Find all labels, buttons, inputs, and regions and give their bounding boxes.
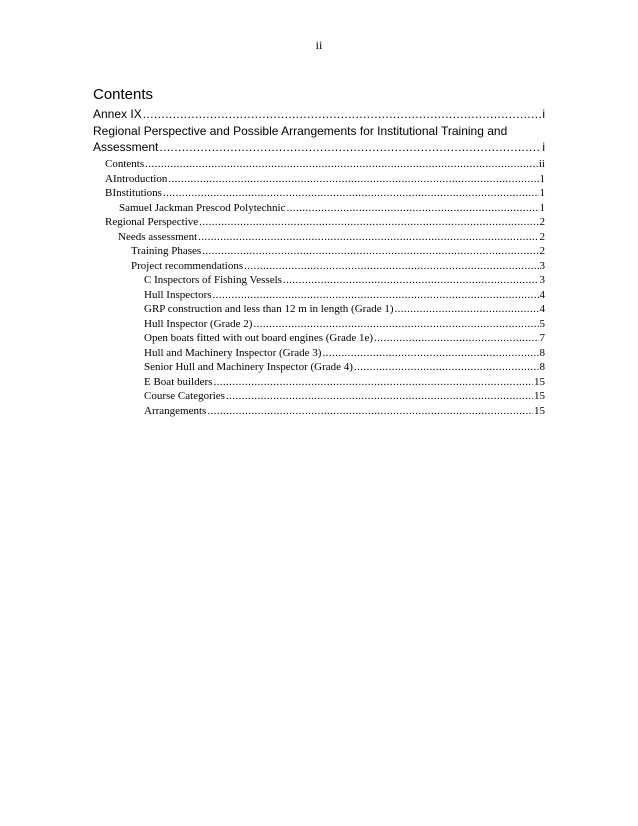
toc-entry-page: 8 bbox=[539, 361, 545, 373]
dot-leader bbox=[354, 362, 539, 373]
toc-entry-title: Samuel Jackman Prescod Polytechnic bbox=[119, 201, 286, 214]
toc-entry-page: 1 bbox=[539, 172, 545, 185]
dot-leader bbox=[145, 159, 538, 170]
dot-leader bbox=[199, 217, 538, 228]
toc-entry-introduction[interactable] bbox=[93, 172, 545, 187]
toc-entry-title: Project recommendations bbox=[131, 259, 244, 272]
toc-entry-title: Senior Hull and Machinery Inspector (Grade 4) bbox=[144, 361, 353, 373]
page-number: ii bbox=[315, 38, 323, 52]
dot-leader bbox=[213, 377, 533, 388]
toc-entry-page: 2 bbox=[539, 230, 545, 243]
contents-title: Contents bbox=[93, 86, 154, 103]
dot-leader bbox=[213, 290, 539, 301]
toc-entry-page: 15 bbox=[534, 390, 545, 402]
dot-leader bbox=[159, 141, 541, 153]
dot-leader bbox=[207, 406, 533, 417]
toc-entry-open-boats[interactable] bbox=[93, 331, 545, 346]
toc-entry-regional-heading[interactable] bbox=[93, 140, 545, 154]
toc-entry-title: Arrangements bbox=[144, 404, 207, 417]
toc-entry-page: 5 bbox=[539, 317, 545, 330]
toc-entry-course-categories[interactable] bbox=[93, 389, 545, 404]
toc-entry-page: 4 bbox=[539, 288, 545, 301]
toc-entry-page: 15 bbox=[534, 404, 545, 417]
toc-entry-title: Annex IX bbox=[93, 107, 142, 121]
toc-entry-page: i bbox=[542, 140, 545, 154]
dot-leader bbox=[168, 174, 538, 185]
toc-entry-hull-machinery-grade-3[interactable] bbox=[93, 346, 545, 361]
toc-entry-title: Contents bbox=[105, 158, 145, 170]
toc-entry-page: 15 bbox=[534, 375, 545, 388]
toc-entry-inspectors-fishing-vessels[interactable] bbox=[93, 273, 545, 288]
toc-entry-training-phases[interactable] bbox=[93, 244, 545, 259]
toc-entry-title: Open boats fitted with out board engines (Grade 1e) bbox=[144, 332, 374, 344]
toc-entry-annex-ix[interactable] bbox=[93, 107, 545, 121]
toc-entry-hull-inspectors[interactable] bbox=[93, 288, 545, 303]
toc-entry-title: E Boat builders bbox=[144, 375, 213, 388]
toc-entry-grp-construction[interactable] bbox=[93, 302, 545, 317]
toc-entry-page: 8 bbox=[539, 346, 545, 359]
dot-leader bbox=[226, 391, 533, 402]
toc-entry-regional-heading-line1[interactable]: Regional Perspective and Possible Arrangements for Institutional Training and bbox=[93, 124, 508, 138]
dot-leader bbox=[395, 304, 539, 315]
toc-entry-page: ii bbox=[538, 158, 545, 170]
dot-leader bbox=[322, 348, 538, 359]
toc-entry-title: Training Phases bbox=[131, 245, 202, 257]
toc-entry-title: Hull Inspector (Grade 2) bbox=[144, 317, 253, 330]
dot-leader bbox=[253, 319, 538, 330]
toc-entry-page: 2 bbox=[539, 216, 545, 228]
toc-entry-project-recommendations[interactable] bbox=[93, 259, 545, 274]
toc-entry-title: Hull and Machinery Inspector (Grade 3) bbox=[144, 346, 322, 359]
toc-entry-page: 1 bbox=[539, 201, 545, 214]
toc-entry-page: 1 bbox=[539, 187, 545, 199]
toc-entry-page: 2 bbox=[539, 245, 545, 257]
dot-leader bbox=[163, 188, 539, 199]
toc-entry-title: Assessment bbox=[93, 140, 159, 154]
toc-entry-title: Regional Perspective bbox=[105, 216, 199, 228]
toc-entry-page: 3 bbox=[539, 274, 545, 286]
dot-leader bbox=[374, 333, 538, 344]
toc-entry-title: Introduction bbox=[112, 172, 168, 185]
toc-entry-samuel-jackman[interactable] bbox=[93, 201, 545, 216]
toc-entry-arrangements[interactable] bbox=[93, 404, 545, 419]
toc-entry-title: Institutions bbox=[112, 187, 162, 199]
toc-entry-contents[interactable] bbox=[93, 157, 545, 172]
toc-entry-hull-inspector-grade-2[interactable] bbox=[93, 317, 545, 332]
toc-entry-page: 3 bbox=[539, 259, 545, 272]
toc-entry-title: C Inspectors of Fishing Vessels bbox=[144, 274, 282, 286]
dot-leader bbox=[287, 203, 539, 214]
dot-leader bbox=[143, 108, 542, 120]
dot-leader bbox=[283, 275, 539, 286]
toc-entry-needs-assessment[interactable] bbox=[93, 230, 545, 245]
table-of-contents bbox=[93, 107, 545, 418]
toc-entry-page: 7 bbox=[539, 332, 545, 344]
toc-entry-title: Hull Inspectors bbox=[144, 288, 212, 301]
toc-entry-page: 4 bbox=[539, 303, 545, 315]
dot-leader bbox=[198, 232, 538, 243]
toc-entry-letter: B bbox=[105, 187, 113, 199]
toc-entry-page: i bbox=[542, 107, 545, 121]
toc-entry-letter: A bbox=[105, 172, 113, 185]
toc-entry-title: GRP construction and less than 12 m in length (Grade 1) bbox=[144, 303, 394, 315]
toc-entry-title: Needs assessment bbox=[118, 230, 198, 243]
dot-leader bbox=[202, 246, 538, 257]
toc-entry-senior-hull-machinery[interactable] bbox=[93, 360, 545, 375]
toc-entry-boat-builders[interactable] bbox=[93, 375, 545, 390]
toc-entry-regional-perspective[interactable] bbox=[93, 215, 545, 230]
toc-entry-institutions[interactable] bbox=[93, 186, 545, 201]
toc-entry-title: Course Categories bbox=[144, 390, 225, 402]
dot-leader bbox=[244, 261, 538, 272]
